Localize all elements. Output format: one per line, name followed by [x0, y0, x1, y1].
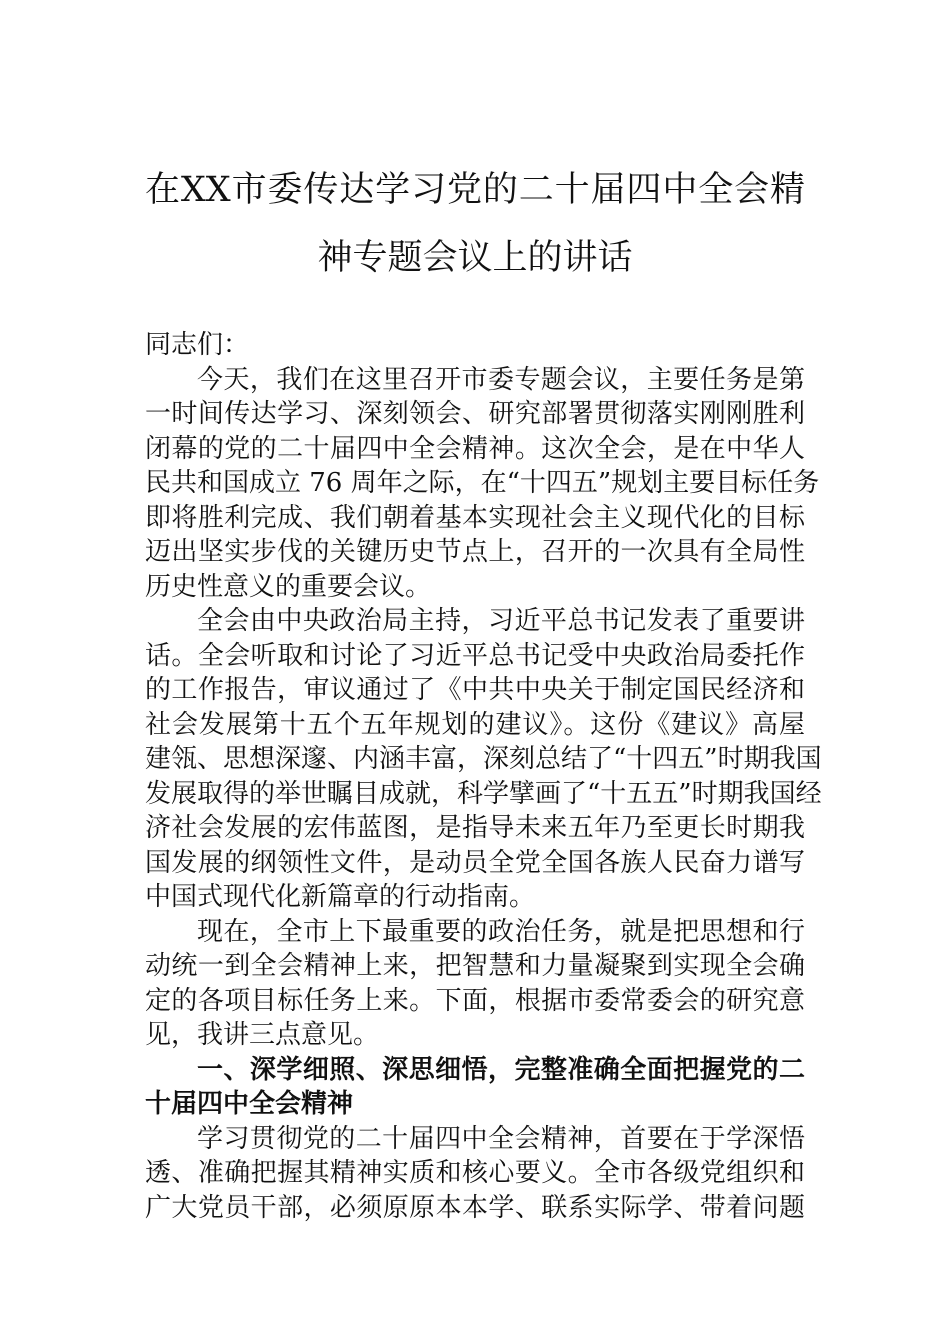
text-line: 十届四中全会精神 — [145, 1089, 354, 1119]
text-line: 动统一到全会精神上来，把智慧和力量凝聚到实现全会确 — [145, 951, 805, 981]
text-line: 见，我讲三点意见。 — [145, 1020, 380, 1050]
text-line: 广大党员干部，必须原原本本学、联系实际学、带着问题 — [145, 1192, 805, 1223]
text-line: 中国式现代化新篇章的行动指南。 — [145, 882, 536, 912]
text-line: 历史性意义的重要会议。 — [145, 571, 432, 602]
text-line: 一、深学细照、深思细悟，完整准确全面把握党的二 — [197, 1054, 805, 1085]
text-line: 迈出坚实步伐的关键历史节点上，召开的一次具有全局性 — [145, 537, 805, 567]
text-line: 全会由中央政治局主持，习近平总书记发表了重要讲 — [197, 606, 805, 636]
paragraph — [145, 915, 805, 1053]
text-line: 民共和国成立 76 周年之际，在“十四五”规划主要目标任务 — [145, 468, 820, 498]
text-line: 的工作报告，审议通过了《中共中央关于制定国民经济和 — [145, 675, 805, 705]
section-heading — [145, 1053, 805, 1122]
salutation: 同志们： — [145, 330, 250, 360]
document-title — [145, 156, 805, 292]
text-line: 学习贯彻党的二十届四中全会精神，首要在于学深悟 — [197, 1123, 805, 1154]
paragraph — [145, 363, 820, 605]
text-line: 今天，我们在这里召开市委专题会议，主要任务是第 — [197, 364, 805, 395]
text-line: 现在，全市上下最重要的政治任务，就是把思想和行 — [197, 916, 805, 947]
text-line: 一时间传达学习、深刻领会、研究部署贯彻落实刚刚胜利 — [145, 399, 805, 429]
title-line-1: 在XX市委传达学习党的二十届四中全会精 — [145, 170, 805, 210]
text-line: 济社会发展的宏伟蓝图，是指导未来五年乃至更长时期我 — [145, 813, 805, 843]
document-body — [145, 328, 822, 1225]
text-line: 即将胜利完成、我们朝着基本实现社会主义现代化的目标 — [145, 502, 805, 533]
paragraph — [145, 604, 822, 915]
text-line: 发展取得的举世瞩目成就，科学擘画了“十五五”时期我国经 — [145, 778, 822, 809]
text-line: 社会发展第十五个五年规划的建议》。这份《建议》高屋 — [145, 709, 805, 740]
text-line: 国发展的纲领性文件，是动员全党全国各族人民奋力谱写 — [145, 847, 805, 878]
paragraph — [145, 1122, 805, 1226]
title-line-2: 神专题会议上的讲话 — [317, 238, 633, 278]
paragraphs — [145, 363, 822, 1226]
text-line: 建瓴、思想深邃、内涵丰富，深刻总结了“十四五”时期我国 — [145, 744, 822, 774]
text-line: 闭幕的党的二十届四中全会精神。这次全会，是在中华人 — [145, 433, 805, 464]
text-line: 话。全会听取和讨论了习近平总书记受中央政治局委托作 — [145, 640, 805, 671]
text-line: 透、准确把握其精神实质和核心要义。全市各级党组织和 — [145, 1158, 805, 1188]
text-line: 定的各项目标任务上来。下面，根据市委常委会的研究意 — [145, 985, 805, 1016]
